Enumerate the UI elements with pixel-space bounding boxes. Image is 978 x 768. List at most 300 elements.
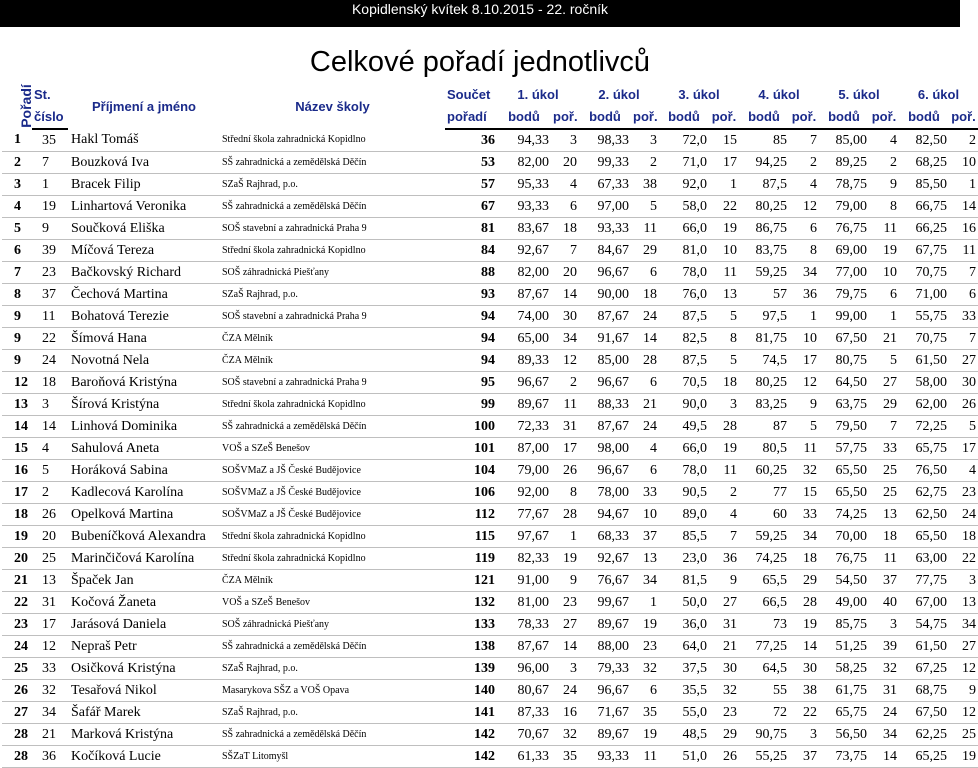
task-1-place: 27	[551, 614, 579, 636]
task-3-points: 36,0	[659, 614, 709, 636]
rank-cell: 2	[2, 152, 32, 174]
rank-cell: 9	[2, 328, 32, 350]
task-4-points: 74,5	[739, 350, 789, 372]
school-name: SŠZaT Litomyšl	[220, 746, 445, 768]
task-4-points: 59,25	[739, 262, 789, 284]
header-poradi: Pořadí	[17, 84, 34, 128]
task-2-place: 19	[631, 614, 659, 636]
task-2-place: 32	[631, 658, 659, 680]
task-6-place: 27	[949, 636, 978, 658]
rank-cell: 16	[2, 460, 32, 482]
task-3-place: 22	[709, 196, 739, 218]
task-3-points: 70,5	[659, 372, 709, 394]
task-2-place: 37	[631, 526, 659, 548]
school-name: Střední škola zahradnická Kopidlno	[220, 548, 445, 570]
table-row	[2, 482, 978, 504]
task-6-points: 67,00	[899, 592, 949, 614]
header-body: bodů	[579, 106, 631, 129]
school-name: SOŠ stavební a zahradnická Praha 9	[220, 218, 445, 240]
header-body: bodů	[819, 106, 869, 129]
task-4-points: 72	[739, 702, 789, 724]
task-1-points: 87,33	[497, 702, 551, 724]
task-3-place: 31	[709, 614, 739, 636]
task-5-place: 9	[869, 174, 899, 196]
task-6-place: 13	[949, 592, 978, 614]
task-4-points: 87,5	[739, 174, 789, 196]
task-2-points: 93,33	[579, 746, 631, 768]
task-2-points: 96,67	[579, 372, 631, 394]
task-1-points: 95,33	[497, 174, 551, 196]
task-4-place: 11	[789, 438, 819, 460]
competitor-name: Novotná Nela	[68, 350, 220, 372]
start-number-cell: 1	[32, 174, 68, 196]
competitor-name: Bracek Filip	[68, 174, 220, 196]
task-2-points: 98,33	[579, 129, 631, 152]
task-1-place: 20	[551, 152, 579, 174]
task-2-place: 28	[631, 350, 659, 372]
competitor-name: Hakl Tomáš	[68, 129, 220, 152]
task-6-points: 67,75	[899, 240, 949, 262]
rank-cell: 3	[2, 174, 32, 196]
school-name: SZaŠ Rajhrad, p.o.	[220, 174, 445, 196]
task-4-points: 81,75	[739, 328, 789, 350]
total-rank-sum: 36	[445, 129, 497, 152]
school-name: SOŠ záhradnická Piešťany	[220, 614, 445, 636]
school-name: SOŠ záhradnická Piešťany	[220, 262, 445, 284]
competitor-name: Nepraš Petr	[68, 636, 220, 658]
task-2-place: 13	[631, 548, 659, 570]
header-body: bodů	[899, 106, 949, 129]
task-3-points: 37,5	[659, 658, 709, 680]
table-row	[2, 152, 978, 174]
task-2-points: 93,33	[579, 218, 631, 240]
task-2-place: 21	[631, 394, 659, 416]
table-row	[2, 614, 978, 636]
header-st: St.	[34, 87, 51, 102]
task-5-points: 69,00	[819, 240, 869, 262]
total-rank-sum: 119	[445, 548, 497, 570]
table-row	[2, 592, 978, 614]
header-soucet: Součet	[447, 87, 491, 102]
rank-cell: 8	[2, 284, 32, 306]
task-1-place: 30	[551, 306, 579, 328]
school-name: SŠ zahradnická a zemědělská Děčín	[220, 636, 445, 658]
total-rank-sum: 112	[445, 504, 497, 526]
task-4-place: 3	[789, 724, 819, 746]
task-4-place: 14	[789, 636, 819, 658]
task-4-place: 19	[789, 614, 819, 636]
school-name: SOŠ stavební a zahradnická Praha 9	[220, 306, 445, 328]
task-2-points: 85,00	[579, 350, 631, 372]
start-number-cell: 32	[32, 680, 68, 702]
task-4-points: 73	[739, 614, 789, 636]
task-5-points: 70,00	[819, 526, 869, 548]
start-number-cell: 3	[32, 394, 68, 416]
task-3-points: 78,0	[659, 262, 709, 284]
task-5-place: 11	[869, 548, 899, 570]
task-4-points: 94,25	[739, 152, 789, 174]
task-4-points: 60	[739, 504, 789, 526]
task-6-place: 11	[949, 240, 978, 262]
task-3-points: 66,0	[659, 218, 709, 240]
competitor-name: Linhartová Veronika	[68, 196, 220, 218]
task-2-place: 3	[631, 129, 659, 152]
competitor-name: Marinčičová Karolína	[68, 548, 220, 570]
task-2-points: 96,67	[579, 460, 631, 482]
task-4-place: 37	[789, 746, 819, 768]
start-number-cell: 35	[32, 129, 68, 152]
header-por: poř.	[949, 106, 978, 129]
total-rank-sum: 141	[445, 702, 497, 724]
task-4-points: 87	[739, 416, 789, 438]
school-name: ČZA Mělník	[220, 570, 445, 592]
task-1-place: 3	[551, 129, 579, 152]
competitor-name: Bubeníčková Alexandra	[68, 526, 220, 548]
task-6-points: 54,75	[899, 614, 949, 636]
task-3-points: 90,0	[659, 394, 709, 416]
task-6-place: 12	[949, 702, 978, 724]
task-5-place: 6	[869, 284, 899, 306]
total-rank-sum: 142	[445, 746, 497, 768]
header-banner: Kopidlenský kvítek 8.10.2015 - 22. ročník	[0, 0, 960, 27]
task-3-place: 19	[709, 218, 739, 240]
rank-cell: 25	[2, 658, 32, 680]
task-5-points: 89,25	[819, 152, 869, 174]
task-4-place: 5	[789, 416, 819, 438]
task-3-place: 18	[709, 372, 739, 394]
task-5-points: 77,00	[819, 262, 869, 284]
task-2-points: 89,67	[579, 614, 631, 636]
task-4-place: 34	[789, 262, 819, 284]
task-3-place: 13	[709, 284, 739, 306]
task-2-points: 87,67	[579, 306, 631, 328]
task-4-points: 60,25	[739, 460, 789, 482]
start-number-cell: 36	[32, 746, 68, 768]
task-6-points: 55,75	[899, 306, 949, 328]
task-6-place: 12	[949, 658, 978, 680]
start-number-cell: 5	[32, 460, 68, 482]
start-number-cell: 11	[32, 306, 68, 328]
start-number-cell: 18	[32, 372, 68, 394]
task-2-place: 11	[631, 218, 659, 240]
task-2-place: 38	[631, 174, 659, 196]
task-1-place: 34	[551, 328, 579, 350]
task-6-place: 16	[949, 218, 978, 240]
task-2-place: 1	[631, 592, 659, 614]
start-number-cell: 33	[32, 658, 68, 680]
table-row	[2, 416, 978, 438]
task-3-points: 50,0	[659, 592, 709, 614]
task-6-place: 23	[949, 482, 978, 504]
start-number-cell: 2	[32, 482, 68, 504]
task-3-place: 2	[709, 482, 739, 504]
start-number-cell: 37	[32, 284, 68, 306]
task-5-points: 79,00	[819, 196, 869, 218]
task-2-place: 24	[631, 306, 659, 328]
task-2-place: 4	[631, 438, 659, 460]
task-2-points: 94,67	[579, 504, 631, 526]
task-5-points: 74,25	[819, 504, 869, 526]
header-school: Název školy	[295, 98, 370, 114]
rank-cell: 13	[2, 394, 32, 416]
task-4-points: 97,5	[739, 306, 789, 328]
task-4-points: 65,5	[739, 570, 789, 592]
task-4-place: 17	[789, 350, 819, 372]
header-por: poř.	[631, 106, 659, 129]
task-5-points: 49,00	[819, 592, 869, 614]
task-6-points: 77,75	[899, 570, 949, 592]
total-rank-sum: 132	[445, 592, 497, 614]
competitor-name: Bohatová Terezie	[68, 306, 220, 328]
task-1-place: 16	[551, 702, 579, 724]
task-4-place: 6	[789, 218, 819, 240]
total-rank-sum: 138	[445, 636, 497, 658]
task-4-points: 55	[739, 680, 789, 702]
total-rank-sum: 101	[445, 438, 497, 460]
rank-cell: 9	[2, 306, 32, 328]
task-6-place: 5	[949, 416, 978, 438]
task-3-points: 92,0	[659, 174, 709, 196]
task-6-place: 18	[949, 526, 978, 548]
task-3-points: 72,0	[659, 129, 709, 152]
task-3-points: 66,0	[659, 438, 709, 460]
total-rank-sum: 115	[445, 526, 497, 548]
start-number-cell: 12	[32, 636, 68, 658]
header-por: poř.	[709, 106, 739, 129]
total-rank-sum: 53	[445, 152, 497, 174]
task-4-place: 2	[789, 152, 819, 174]
task-1-place: 7	[551, 240, 579, 262]
task-1-points: 89,33	[497, 350, 551, 372]
school-name: SOŠVMaZ a JŠ České Budějovice	[220, 460, 445, 482]
school-name: SŠ zahradnická a zemědělská Děčín	[220, 416, 445, 438]
table-row	[2, 394, 978, 416]
results-body	[2, 129, 978, 768]
task-1-place: 8	[551, 482, 579, 504]
school-name: Střední škola zahradnická Kopidlno	[220, 394, 445, 416]
task-2-place: 6	[631, 680, 659, 702]
task-2-place: 14	[631, 328, 659, 350]
school-name: SZaŠ Rajhrad, p.o.	[220, 284, 445, 306]
task-1-place: 3	[551, 658, 579, 680]
competitor-name: Špaček Jan	[68, 570, 220, 592]
task-6-place: 33	[949, 306, 978, 328]
task-3-points: 58,0	[659, 196, 709, 218]
task-1-points: 91,00	[497, 570, 551, 592]
task-4-place: 12	[789, 372, 819, 394]
task-4-place: 12	[789, 196, 819, 218]
task-1-points: 82,00	[497, 262, 551, 284]
task-1-place: 31	[551, 416, 579, 438]
header-por: poř.	[869, 106, 899, 129]
task-5-points: 85,75	[819, 614, 869, 636]
task-3-place: 1	[709, 174, 739, 196]
task-6-place: 24	[949, 504, 978, 526]
table-row	[2, 328, 978, 350]
task-3-place: 32	[709, 680, 739, 702]
rank-cell: 22	[2, 592, 32, 614]
task-1-place: 6	[551, 196, 579, 218]
task-1-place: 12	[551, 350, 579, 372]
school-name: Masarykova SŠZ a VOŠ Opava	[220, 680, 445, 702]
task-4-points: 85	[739, 129, 789, 152]
task-1-points: 70,67	[497, 724, 551, 746]
task-2-place: 29	[631, 240, 659, 262]
task-2-place: 10	[631, 504, 659, 526]
start-number-cell: 23	[32, 262, 68, 284]
school-name: ČZA Mělník	[220, 350, 445, 372]
task-3-points: 87,5	[659, 350, 709, 372]
task-5-place: 8	[869, 196, 899, 218]
task-3-place: 17	[709, 152, 739, 174]
task-1-place: 18	[551, 218, 579, 240]
task-6-points: 67,25	[899, 658, 949, 680]
table-row	[2, 438, 978, 460]
task-5-place: 39	[869, 636, 899, 658]
task-1-place: 2	[551, 372, 579, 394]
task-1-place: 14	[551, 284, 579, 306]
task-6-place: 2	[949, 129, 978, 152]
total-rank-sum: 57	[445, 174, 497, 196]
task-5-place: 7	[869, 416, 899, 438]
task-6-place: 4	[949, 460, 978, 482]
task-1-points: 97,67	[497, 526, 551, 548]
start-number-cell: 4	[32, 438, 68, 460]
task-4-place: 34	[789, 526, 819, 548]
task-4-points: 77,25	[739, 636, 789, 658]
task-3-points: 81,5	[659, 570, 709, 592]
task-3-points: 71,0	[659, 152, 709, 174]
task-4-points: 83,75	[739, 240, 789, 262]
competitor-name: Osičková Kristýna	[68, 658, 220, 680]
task-1-points: 81,00	[497, 592, 551, 614]
task-3-place: 11	[709, 262, 739, 284]
task-5-place: 40	[869, 592, 899, 614]
task-5-place: 21	[869, 328, 899, 350]
task-2-points: 90,00	[579, 284, 631, 306]
task-4-points: 77	[739, 482, 789, 504]
task-5-place: 5	[869, 350, 899, 372]
task-1-points: 80,67	[497, 680, 551, 702]
competitor-name: Šímová Hana	[68, 328, 220, 350]
rank-cell: 28	[2, 746, 32, 768]
task-5-points: 61,75	[819, 680, 869, 702]
task-6-points: 68,25	[899, 152, 949, 174]
school-name: SOŠVMaZ a JŠ České Budějovice	[220, 482, 445, 504]
task-6-points: 65,25	[899, 746, 949, 768]
task-3-place: 11	[709, 460, 739, 482]
task-1-place: 14	[551, 636, 579, 658]
task-5-points: 79,75	[819, 284, 869, 306]
task-1-place: 1	[551, 526, 579, 548]
rank-cell: 24	[2, 636, 32, 658]
task-6-points: 62,50	[899, 504, 949, 526]
table-row	[2, 174, 978, 196]
task-1-points: 87,00	[497, 438, 551, 460]
school-name: SOŠ stavební a zahradnická Praha 9	[220, 372, 445, 394]
task-4-points: 83,25	[739, 394, 789, 416]
task-5-points: 65,50	[819, 482, 869, 504]
task-5-points: 56,50	[819, 724, 869, 746]
task-1-place: 19	[551, 548, 579, 570]
task-4-points: 64,5	[739, 658, 789, 680]
task-6-points: 62,00	[899, 394, 949, 416]
header-poradi-sum: pořadí	[445, 106, 497, 129]
rank-cell: 6	[2, 240, 32, 262]
task-6-points: 66,25	[899, 218, 949, 240]
task-3-place: 7	[709, 526, 739, 548]
task-3-place: 21	[709, 636, 739, 658]
task-2-points: 88,00	[579, 636, 631, 658]
task-5-place: 11	[869, 218, 899, 240]
task-1-place: 35	[551, 746, 579, 768]
total-rank-sum: 121	[445, 570, 497, 592]
task-6-points: 85,50	[899, 174, 949, 196]
start-number-cell: 9	[32, 218, 68, 240]
total-rank-sum: 94	[445, 350, 497, 372]
start-number-cell: 24	[32, 350, 68, 372]
table-row	[2, 284, 978, 306]
start-number-cell: 39	[32, 240, 68, 262]
school-name: VOŠ a SZeŠ Benešov	[220, 438, 445, 460]
task-5-points: 64,50	[819, 372, 869, 394]
rank-cell: 27	[2, 702, 32, 724]
task-4-points: 80,25	[739, 372, 789, 394]
task-5-points: 67,50	[819, 328, 869, 350]
task-3-place: 9	[709, 570, 739, 592]
rank-cell: 23	[2, 614, 32, 636]
task-3-points: 23,0	[659, 548, 709, 570]
table-row	[2, 702, 978, 724]
task-2-place: 2	[631, 152, 659, 174]
task-1-points: 61,33	[497, 746, 551, 768]
task-6-place: 7	[949, 328, 978, 350]
task-6-points: 65,75	[899, 438, 949, 460]
competitor-name: Kočíková Lucie	[68, 746, 220, 768]
start-number-cell: 14	[32, 416, 68, 438]
table-row	[2, 504, 978, 526]
table-row	[2, 306, 978, 328]
task-6-place: 10	[949, 152, 978, 174]
task-5-points: 76,75	[819, 548, 869, 570]
task-1-place: 9	[551, 570, 579, 592]
task-5-points: 63,75	[819, 394, 869, 416]
task-2-place: 6	[631, 460, 659, 482]
header-task-3: 3. úkol	[678, 87, 720, 102]
table-row	[2, 658, 978, 680]
task-1-points: 72,33	[497, 416, 551, 438]
task-3-place: 28	[709, 416, 739, 438]
competitor-name: Šafář Marek	[68, 702, 220, 724]
table-row	[2, 218, 978, 240]
task-2-points: 96,67	[579, 680, 631, 702]
task-6-place: 19	[949, 746, 978, 768]
task-4-points: 86,75	[739, 218, 789, 240]
task-1-points: 82,00	[497, 152, 551, 174]
task-5-place: 1	[869, 306, 899, 328]
task-1-points: 74,00	[497, 306, 551, 328]
task-1-points: 92,67	[497, 240, 551, 262]
task-6-place: 6	[949, 284, 978, 306]
task-3-place: 36	[709, 548, 739, 570]
table-row	[2, 746, 978, 768]
task-3-points: 87,5	[659, 306, 709, 328]
task-4-place: 4	[789, 174, 819, 196]
task-2-points: 88,33	[579, 394, 631, 416]
task-3-place: 3	[709, 394, 739, 416]
task-6-place: 14	[949, 196, 978, 218]
task-2-points: 99,67	[579, 592, 631, 614]
